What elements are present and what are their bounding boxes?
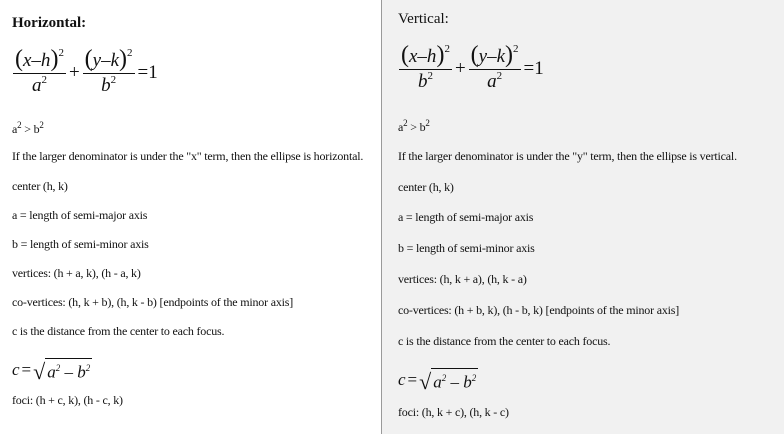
- horizontal-y-term: $\frac{(y-k)^2}{b^2}$: [84, 46, 133, 96]
- vertical-c-definition: c is the distance from the center to each focus.: [398, 334, 611, 348]
- vertical-semi-minor: b = length of semi-minor axis: [398, 241, 535, 255]
- vertical-x-term: $\frac{(x-h)^2}{b^2}$: [401, 42, 450, 92]
- horizontal-c-formula: c = √ $a^2 - b^2$: [12, 358, 91, 384]
- vertical-equation: $\frac{(x-h)^2}{b^2}$ + $\frac{(y-k)^2}{a^2}$ =1: [401, 42, 544, 92]
- horizontal-title: Horizontal:: [12, 15, 87, 31]
- vertical-title: Vertical:: [398, 11, 449, 27]
- horizontal-semi-minor: b = length of semi-minor axis: [12, 237, 149, 251]
- horizontal-semi-major: a = length of semi-major axis: [12, 208, 148, 222]
- vertical-larger-denominator: If the larger denominator is under the "y" term, then the ellipse is vertical.: [398, 149, 737, 163]
- horizontal-larger-denominator: If the larger denominator is under the "x" term, then the ellipse is horizontal.: [12, 149, 364, 163]
- vertical-semi-major: a = length of semi-major axis: [398, 210, 534, 224]
- horizontal-equation: $\frac{(x-h)^2}{a^2}$ + $\frac{(y-k)^2}{b^2}$ =1: [15, 46, 158, 96]
- vertical-y-term: $\frac{(y-k)^2}{a^2}$: [470, 42, 519, 92]
- vertical-center: center (h, k): [398, 180, 454, 194]
- horizontal-condition: $a^2 > b^2$: [12, 120, 44, 136]
- horizontal-panel: [0, 0, 382, 434]
- horizontal-x-term: $\frac{(x-h)^2}{a^2}$: [15, 46, 64, 96]
- horizontal-foci: foci: (h + c, k), (h - c, k): [12, 393, 123, 407]
- horizontal-c-definition: c is the distance from the center to each focus.: [12, 324, 225, 338]
- vertical-co-vertices: co-vertices: (h + b, k), (h - b, k) [endpoints of the minor axis]: [398, 303, 680, 317]
- horizontal-vertices: vertices: (h + a, k), (h - a, k): [12, 266, 141, 280]
- vertical-condition: $a^2 > b^2$: [398, 118, 430, 134]
- vertical-vertices: vertices: (h, k + a), (h, k - a): [398, 272, 527, 286]
- horizontal-center: center (h, k): [12, 179, 68, 193]
- vertical-c-formula: c = √ $a^2 - b^2$: [398, 368, 477, 394]
- vertical-panel: [382, 0, 784, 434]
- horizontal-co-vertices: co-vertices: (h, k + b), (h, k - b) [endpoints of the minor axis]: [12, 295, 294, 309]
- vertical-foci: foci: (h, k + c), (h, k - c): [398, 405, 509, 419]
